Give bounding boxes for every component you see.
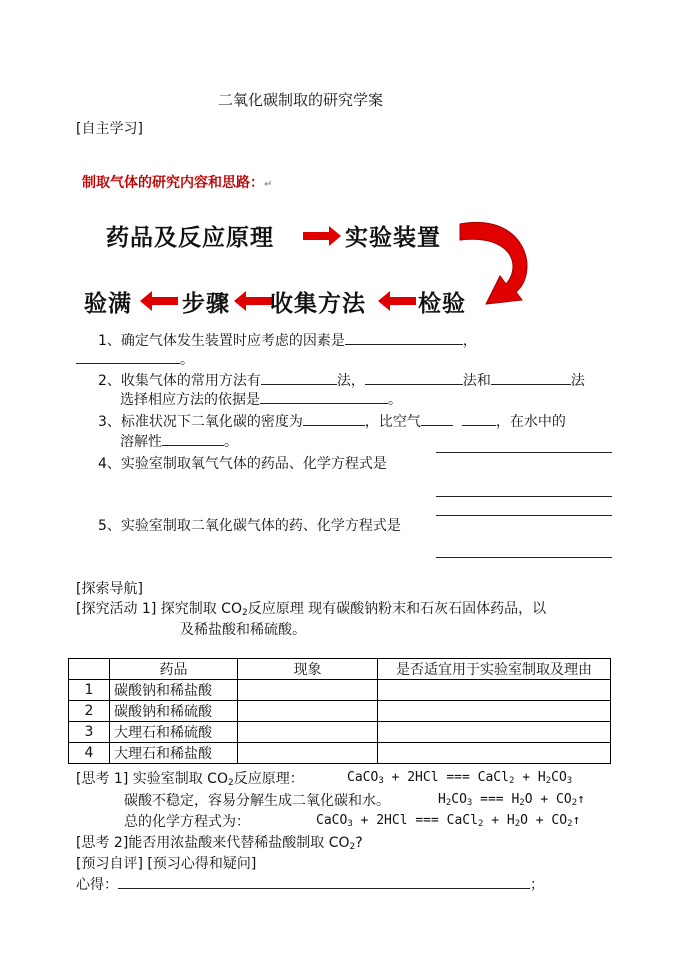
table-row xyxy=(69,722,611,743)
table-row xyxy=(69,701,611,722)
table-cell xyxy=(238,722,378,743)
table-cell: 1 xyxy=(69,680,110,701)
right-arrow-icon xyxy=(303,226,343,246)
table-cell xyxy=(378,743,611,764)
table-cell: 3 xyxy=(69,722,110,743)
table-cell xyxy=(238,701,378,722)
table-cell: 碳酸钠和稀硫酸 xyxy=(110,701,238,722)
table-cell: 碳酸钠和稀盐酸 xyxy=(110,680,238,701)
table-cell xyxy=(378,722,611,743)
left-arrow-icon xyxy=(140,291,180,311)
table-row xyxy=(69,743,611,764)
table-cell xyxy=(238,680,378,701)
flow-step-full-check: 验满 xyxy=(84,291,132,317)
question-2-basis: 选择相应方法的依据是 。 xyxy=(120,389,402,409)
table-header-cell: 药品 xyxy=(110,659,238,680)
answer-line xyxy=(436,557,612,558)
question-4: 4、实验室制取氧气气体的药品、化学方程式是 xyxy=(98,456,387,472)
left-arrow-icon xyxy=(234,291,274,311)
flow-step-collection: 收集方法 xyxy=(270,291,366,317)
table-header-cell xyxy=(69,659,110,680)
activity-1-cont: 及稀盐酸和稀硫酸。 xyxy=(180,622,306,638)
think-1-line-2: 碳酸不稳定，容易分解生成二氧化碳和水。 xyxy=(124,793,390,809)
equation-1: CaCO$_3$ + 2HCl === CaCl$_2$ + $H_2CO_3$ xyxy=(347,770,573,786)
table-header-cell: 是否适宜用于实验室制取及理由 xyxy=(378,659,611,680)
flow-step-test: 检验 xyxy=(418,291,466,317)
page-title: 二氧化碳制取的研究学案 xyxy=(218,91,384,109)
table-cell: 2 xyxy=(69,701,110,722)
think-2: [思考 2]能否用浓盐酸来代替稀盐酸制取 $CO_2$? xyxy=(76,835,363,852)
flow-step-steps: 步骤 xyxy=(182,291,230,317)
think-1: [思考 1] 实验室制取 $CO_2$反应原理： xyxy=(76,771,304,788)
section-heading-explore: [探索导航] xyxy=(76,581,143,597)
table-row xyxy=(69,680,611,701)
question-1-tail: 。 xyxy=(76,349,194,369)
equation-2: $H_2CO_3$ === $H_2O$ + $CO_2↑$ xyxy=(438,792,585,808)
question-2: 2、收集气体的常用方法有 法， 法和 法 xyxy=(98,370,585,390)
think-1-line-3: 总的化学方程式为： xyxy=(124,814,250,830)
section-heading-self-study: [自主学习] xyxy=(76,121,143,137)
answer-line xyxy=(436,515,612,516)
left-arrow-icon xyxy=(378,291,418,311)
equation-3: CaCO$_3$ + 2HCl === CaCl$_2$ + $H_2O$ + $CO_2↑$ xyxy=(316,813,581,829)
answer-line xyxy=(436,452,612,453)
question-3: 3、标准状况下二氧化碳的密度为 ，比空气 ，在水中的 xyxy=(98,411,566,431)
table-header-row xyxy=(69,659,611,680)
table-cell: 大理石和稀盐酸 xyxy=(110,743,238,764)
activity-1: [探究活动 1] 探究制取 $CO_2$反应原理 现有碳酸钠粉末和石灰石固体药品，以 xyxy=(76,601,547,618)
question-1: 1、确定气体发生装置时应考虑的因素是 ， xyxy=(98,330,477,350)
red-heading: 制取气体的研究内容和思路：↵ xyxy=(82,175,273,191)
preview-heading: [预习自评] [预习心得和疑问] xyxy=(76,856,257,872)
table-cell xyxy=(378,680,611,701)
table-cell xyxy=(378,701,611,722)
notes-line: 心得： ； xyxy=(76,874,544,894)
experiment-table xyxy=(68,658,611,764)
table-cell xyxy=(238,743,378,764)
curved-arrow-icon xyxy=(456,212,540,316)
table-header-cell: 现象 xyxy=(238,659,378,680)
flow-step-reagents: 药品及反应原理 xyxy=(106,225,274,251)
question-5: 5、实验室制取二氧化碳气体的药、化学方程式是 xyxy=(98,518,401,534)
answer-line xyxy=(436,496,612,497)
table-cell: 大理石和稀硫酸 xyxy=(110,722,238,743)
table-cell: 4 xyxy=(69,743,110,764)
question-3-solubility: 溶解性 。 xyxy=(120,431,238,451)
flow-step-apparatus: 实验装置 xyxy=(345,225,441,251)
